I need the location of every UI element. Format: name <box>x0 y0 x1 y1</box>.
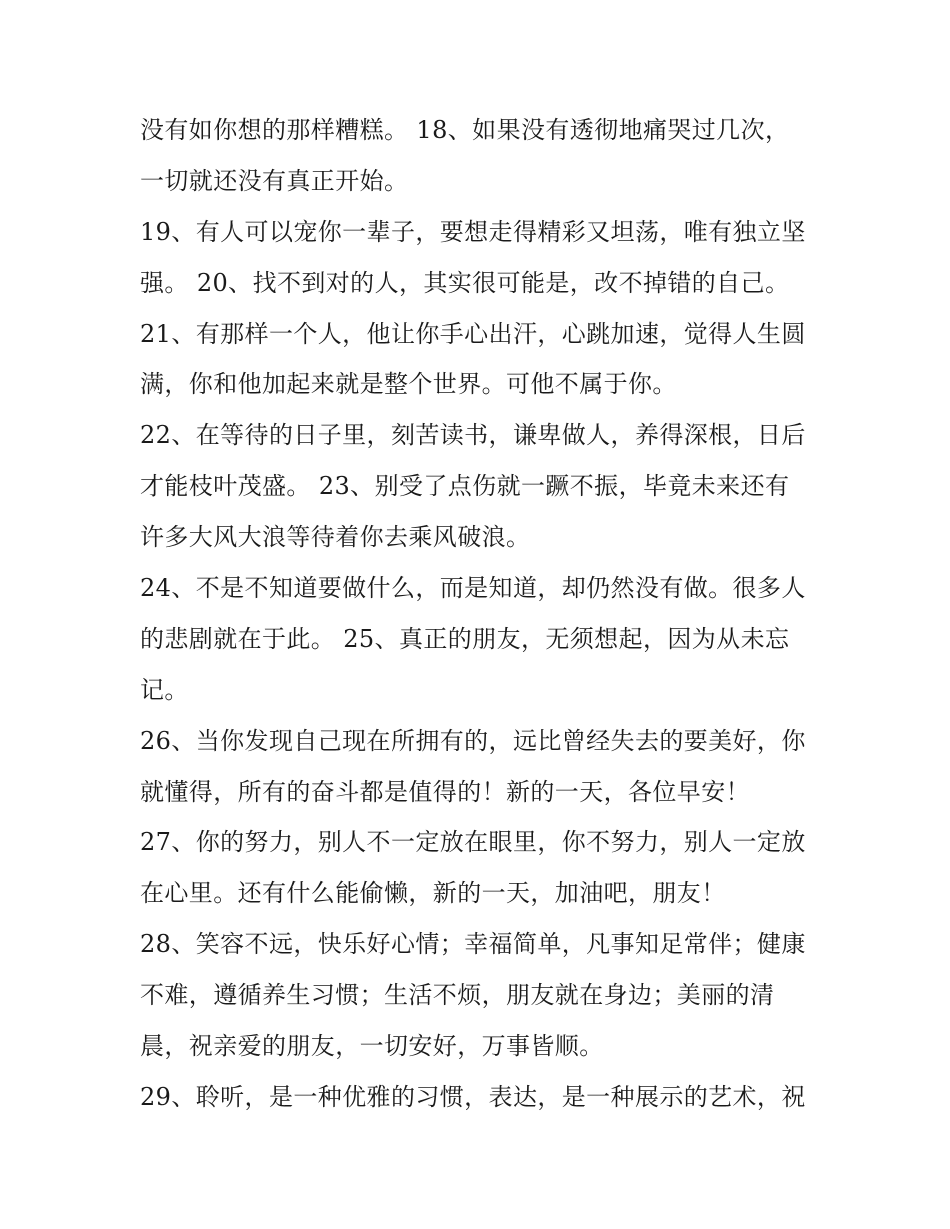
text-line: 记。 <box>140 675 189 704</box>
text-line: 晨，祝亲爱的朋友，一切安好，万事皆顺。 <box>140 1032 604 1061</box>
text-line: 21、有那样一个人，他让你手心出汗，心跳加速，觉得人生圆 <box>140 319 806 348</box>
text-line: 26、当你发现自己现在所拥有的，远比曾经失去的要美好，你 <box>140 726 806 755</box>
text-line: 就懂得，所有的奋斗都是值得的！新的一天，各位早安！ <box>140 777 750 806</box>
text-line: 27、你的努力，别人不一定放在眼里，你不努力，别人一定放 <box>140 828 806 857</box>
body-text <box>140 105 820 1123</box>
text-line: 许多大风大浪等待着你去乘风破浪。 <box>140 523 531 552</box>
text-line: 22、在等待的日子里，刻苦读书，谦卑做人，养得深根，日后 <box>140 421 806 450</box>
text-line: 才能枝叶茂盛。 23、别受了点伤就一蹶不振，毕竟未来还有 <box>140 472 790 501</box>
text-line: 强。 20、找不到对的人，其实很可能是，改不掉错的自己。 <box>140 268 790 297</box>
text-line: 的悲剧就在于此。 25、真正的朋友，无须想起，因为从未忘 <box>140 624 790 653</box>
text-line: 19、有人可以宠你一辈子，要想走得精彩又坦荡，唯有独立坚 <box>140 217 806 246</box>
text-line: 24、不是不知道要做什么，而是知道，却仍然没有做。很多人 <box>140 574 806 603</box>
text-line: 不难，遵循养生习惯；生活不烦，朋友就在身边；美丽的清 <box>140 981 775 1010</box>
text-line: 28、笑容不远，快乐好心情；幸福简单，凡事知足常伴；健康 <box>140 930 806 959</box>
text-line: 在心里。还有什么能偷懒，新的一天，加油吧，朋友！ <box>140 879 726 908</box>
text-line: 一切就还没有真正开始。 <box>140 166 409 195</box>
text-line: 满，你和他加起来就是整个世界。可他不属于你。 <box>140 370 677 399</box>
text-line: 没有如你想的那样糟糕。 18、如果没有透彻地痛哭过几次， <box>140 116 790 144</box>
text-line: 29、聆听，是一种优雅的习惯，表达，是一种展示的艺术，祝 <box>140 1082 806 1111</box>
